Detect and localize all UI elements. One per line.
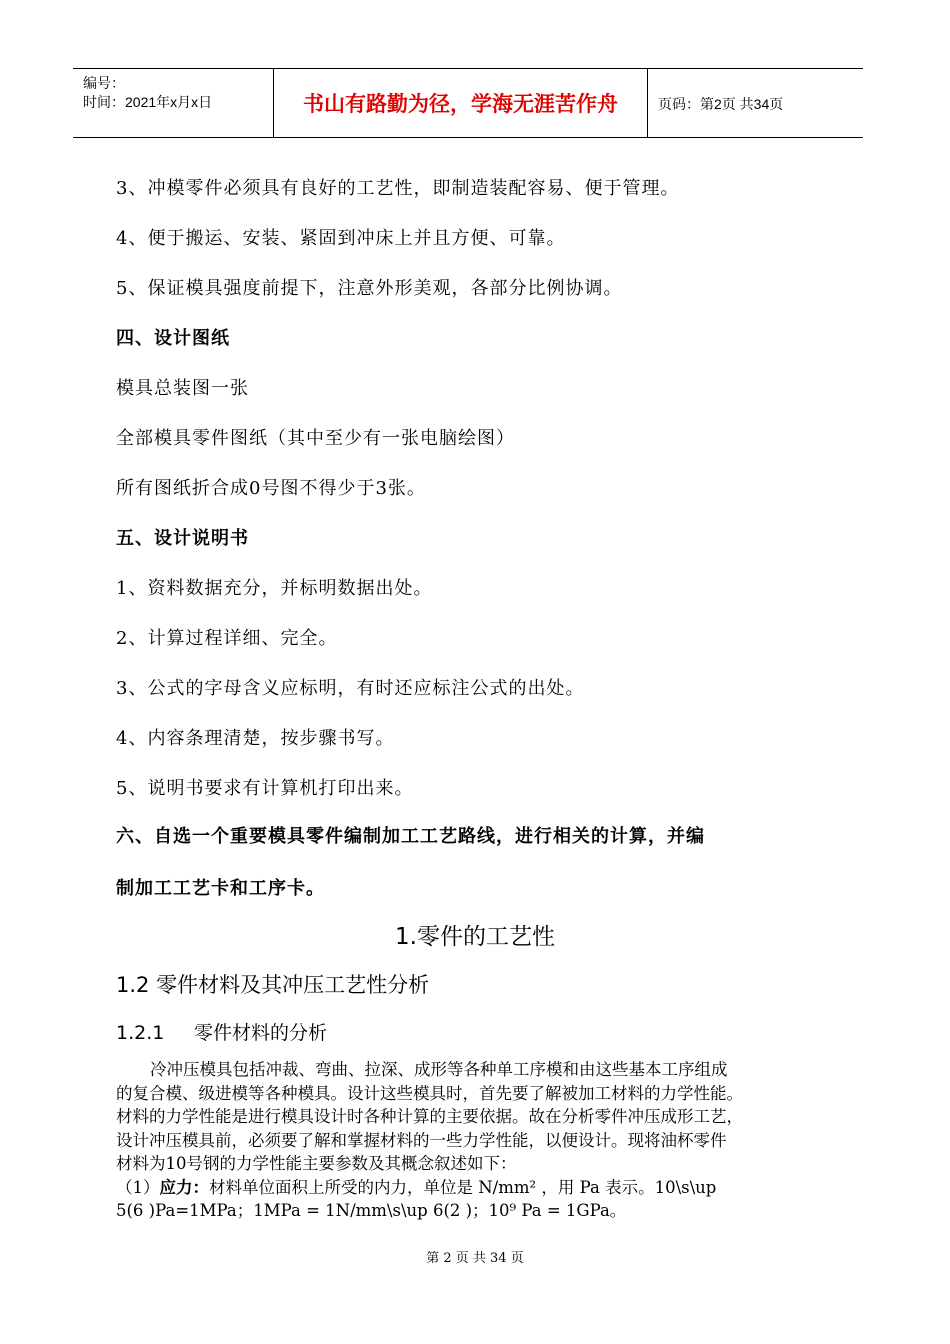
motto: 书山有路勤为径，学海无涯苦作舟 bbox=[274, 69, 648, 137]
section-5-item: 4、内容条理清楚，按步骤书写。 bbox=[116, 728, 395, 749]
section-5-title: 五、设计说明书 bbox=[116, 528, 249, 549]
paragraph-line: 设计冲压模具前，必须要了解和掌握材料的一些力学性能，以便设计。现将油杯零件 bbox=[116, 1130, 727, 1150]
body-paragraph bbox=[116, 1058, 832, 1223]
header-table bbox=[73, 68, 863, 138]
section-6-title-line1: 六、自选一个重要模具零件编制加工工艺路线，进行相关的计算，并编 bbox=[116, 826, 705, 847]
section-4-item: 所有图纸折合成0号图不得少于3张。 bbox=[116, 478, 426, 499]
paragraph-line: 材料的力学性能是进行模具设计时各种计算的主要依据。故在分析零件冲压成形工艺， bbox=[116, 1107, 743, 1126]
heading-level-2: 1.2 零件材料及其冲压工艺性分析 bbox=[116, 973, 430, 997]
requirement-line-4: 4、便于搬运、安装、紧固到冲床上并且方便、可靠。 bbox=[116, 228, 566, 249]
section-5-item: 1、资料数据充分，并标明数据出处。 bbox=[116, 578, 433, 599]
paragraph-line: 冷冲压模具包括冲裁、弯曲、拉深、成形等各种单工序模和由这些基本工序组成 bbox=[150, 1060, 728, 1079]
header-left-cell bbox=[73, 69, 274, 137]
section-4-item: 模具总装图一张 bbox=[116, 378, 249, 399]
paragraph-line: 的复合模、级进模等各种模具。设计这些模具时，首先要了解被加工材料的力学性能。 bbox=[116, 1083, 743, 1103]
number-label: 编号： bbox=[83, 75, 125, 91]
section-6-title-line2: 制加工工艺卡和工序卡。 bbox=[116, 878, 325, 899]
heading-text: 零件材料的分析 bbox=[194, 1022, 328, 1044]
heading-level-3 bbox=[116, 1018, 327, 1045]
section-5-item: 3、公式的字母含义应标明，有时还应标注公式的出处。 bbox=[116, 678, 585, 699]
heading-level-1: 1.零件的工艺性 bbox=[395, 924, 555, 950]
section-5-item: 5、说明书要求有计算机打印出来。 bbox=[116, 778, 414, 799]
time-label: 时间：2021年x月x日 bbox=[83, 94, 213, 110]
stress-definition bbox=[116, 1176, 832, 1200]
page-info: 页码：第2页 共34页 bbox=[658, 96, 784, 112]
section-4-title: 四、设计图纸 bbox=[116, 328, 230, 349]
page-footer: 第 2 页 共 34 页 bbox=[426, 1251, 524, 1266]
paragraph-line: 材料为10号钢的力学性能主要参数及其概念叙述如下： bbox=[116, 1154, 517, 1173]
section-4-item: 全部模具零件图纸（其中至少有一张电脑绘图） bbox=[116, 428, 515, 449]
stress-term: 应力： bbox=[159, 1177, 209, 1197]
heading-number: 1.2.1 bbox=[116, 1022, 165, 1044]
requirement-line-3: 3、冲模零件必须具有良好的工艺性，即制造装配容易、便于管理。 bbox=[116, 178, 680, 199]
stress-definition-cont: 5(6 )Pa=1MPa；1MPa = 1N/mm\s\up 6(2 )；10⁹ Pa = 1GPa。 bbox=[116, 1201, 627, 1220]
stress-text: 材料单位面积上所受的内力，单位是 N/mm² ，用 Pa 表示。10\s\up bbox=[209, 1177, 717, 1197]
section-5-item: 2、计算过程详细、完全。 bbox=[116, 628, 338, 649]
stress-prefix: （1） bbox=[116, 1177, 160, 1197]
requirement-line-5: 5、保证模具强度前提下，注意外形美观，各部分比例协调。 bbox=[116, 278, 623, 299]
